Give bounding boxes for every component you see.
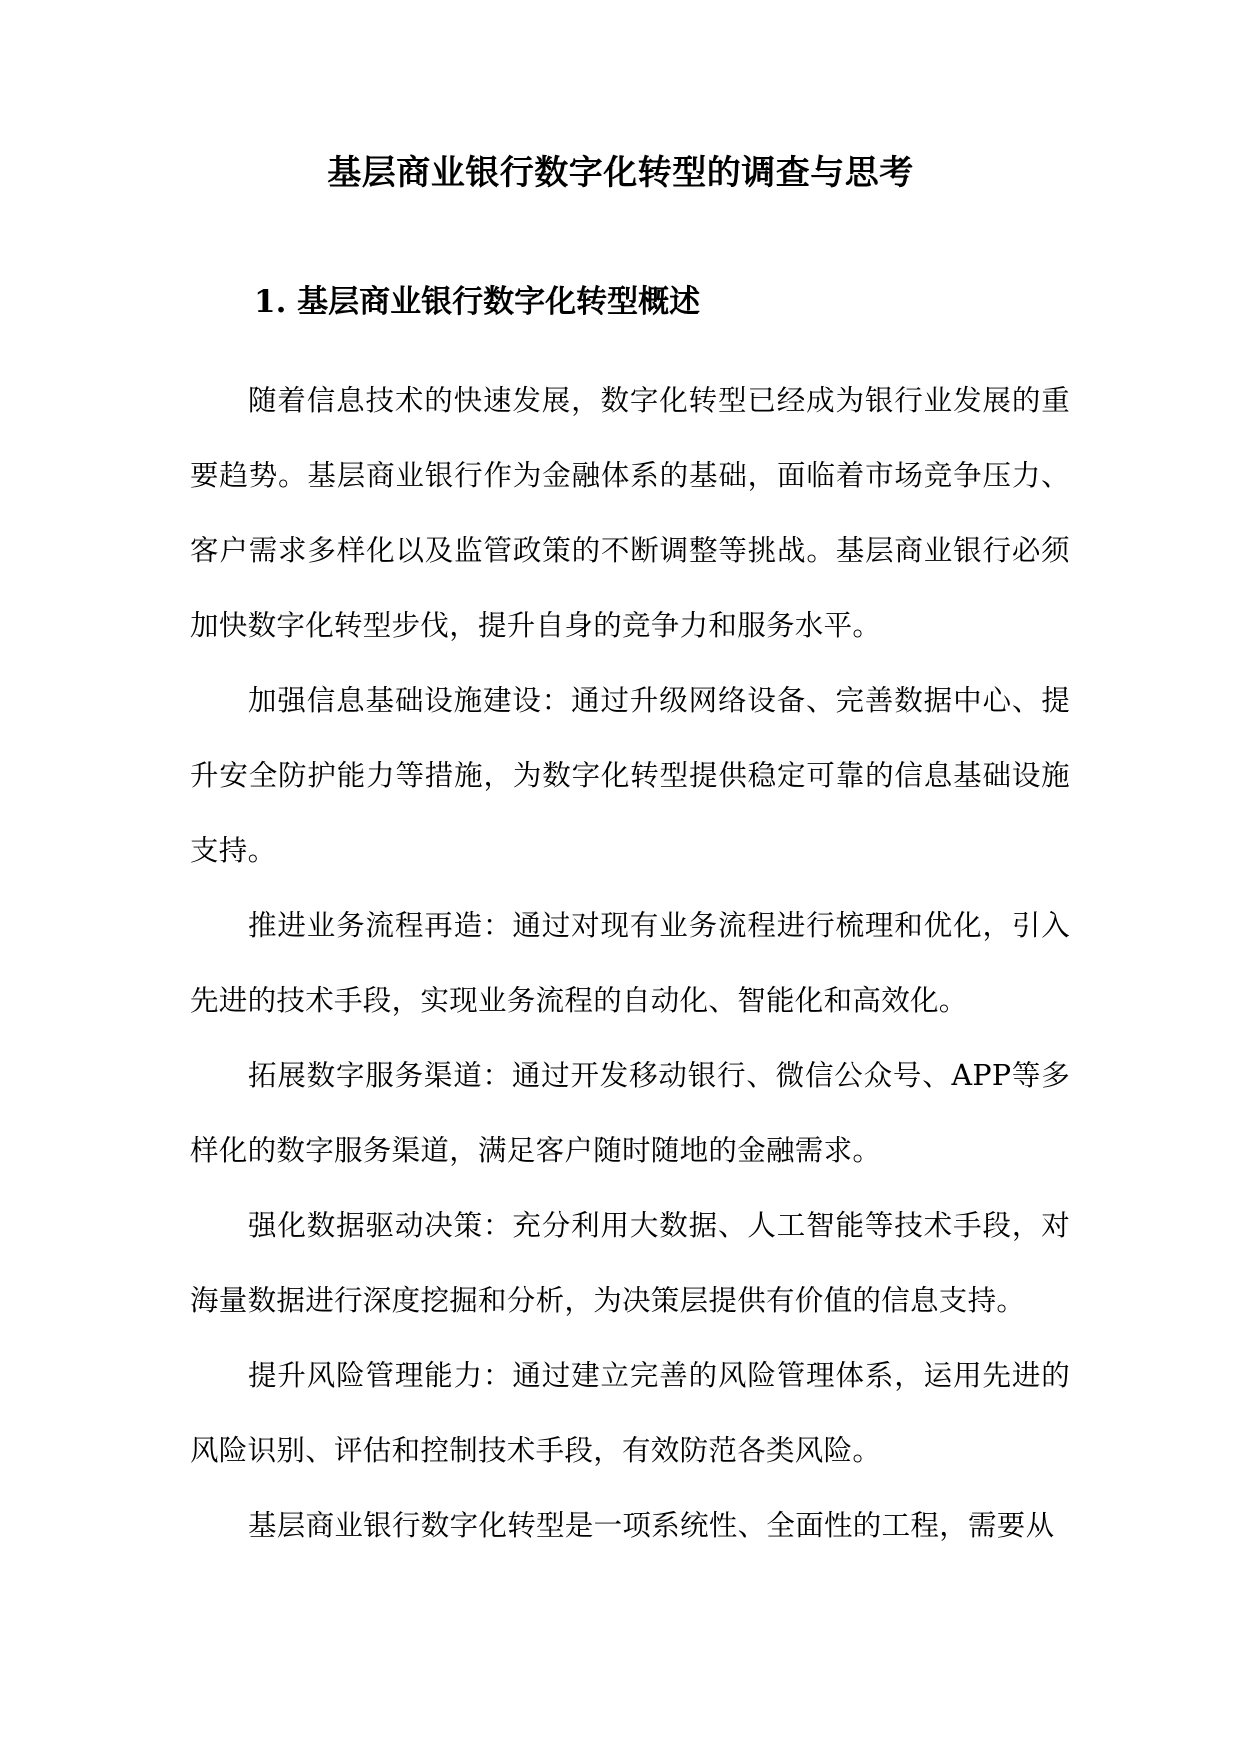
document-body (190, 363, 1070, 1563)
section-heading (254, 280, 700, 324)
section-heading-text: 基层商业银行数字化转型概述 (297, 284, 701, 320)
paragraph-infrastructure: 加强信息基础设施建设：通过升级网络设备、完善数据中心、提升安全防护能力等措施，为数字化转型提供稳定可靠的信息基础设施支持。 (190, 684, 1070, 867)
paragraph-data-driven: 强化数据驱动决策：充分利用大数据、人工智能等技术手段，对海量数据进行深度挖掘和分析，为决策层提供有价值的信息支持。 (190, 1209, 1070, 1317)
paragraph-process-reengineering: 推进业务流程再造：通过对现有业务流程进行梳理和优化，引入先进的技术手段，实现业务流程的自动化、智能化和高效化。 (190, 909, 1070, 1017)
paragraph-intro: 随着信息技术的快速发展，数字化转型已经成为银行业发展的重要趋势。基层商业银行作为金融体系的基础，面临着市场竞争压力、客户需求多样化以及监管政策的不断调整等挑战。基层商业银行必须加快数字化转型步伐，提升自身的竞争力和服务水平。 (190, 384, 1070, 642)
paragraph-risk-management: 提升风险管理能力：通过建立完善的风险管理体系，运用先进的风险识别、评估和控制技术手段，有效防范各类风险。 (190, 1359, 1070, 1467)
document-title: 基层商业银行数字化转型的调查与思考 (327, 153, 914, 193)
paragraph-conclusion: 基层商业银行数字化转型是一项系统性、全面性的工程，需要从 (248, 1509, 1055, 1542)
paragraph-digital-channels: 拓展数字服务渠道：通过开发移动银行、微信公众号、APP等多样化的数字服务渠道，满足客户随时随地的金融需求。 (190, 1059, 1070, 1167)
section-number: 1. (254, 284, 287, 320)
